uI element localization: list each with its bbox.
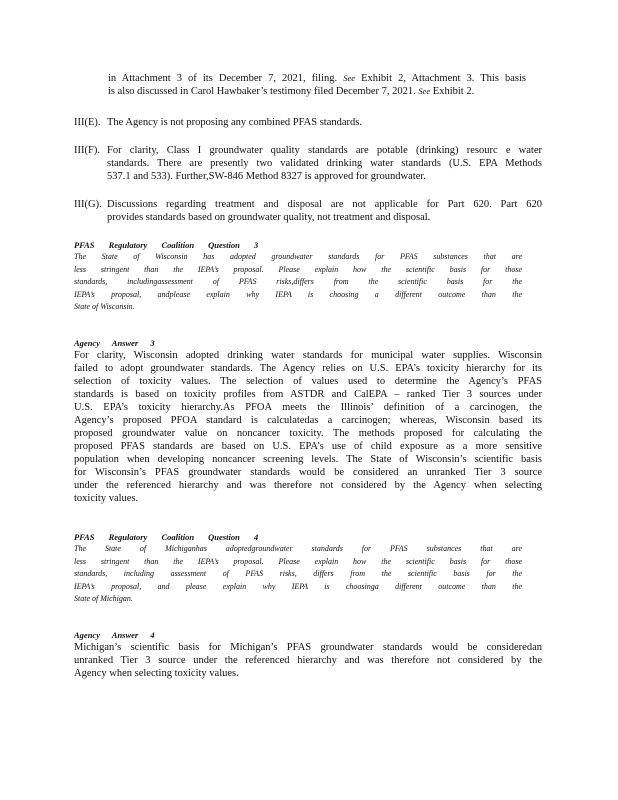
answer-line: proposed groundwater value on noncancer toxicity. The methods proposed for calculating the: [74, 428, 542, 439]
item-line: standards. There are presently two validated drinking water standards (U.S. EPA Methods: [107, 158, 542, 169]
answer-line: Agency’s proposed PFOA standard is calculatedas a carcinogen; whereas, Wisconsin based its: [74, 415, 542, 426]
question-line: less stringent than the IEPA’s proposal. Please explain how the scientific basis for those: [74, 556, 522, 566]
question-line: standards, includingassessment of PFAS risks,differs from the scientific basis for the: [74, 277, 522, 286]
question-line: less stringent than the IEPA’s proposal. Please explain how the scientific basis for those: [74, 264, 522, 274]
answer-line: for Wisconsin’s PFAS groundwater standards would be considered an unranked Tier 3 source: [74, 467, 542, 478]
question-line: State of Wisconsin.: [74, 302, 135, 311]
answer-line: under the referenced hierarchy and was therefore not considered by the Agency when selecting: [74, 480, 542, 491]
answer-3: [74, 338, 542, 505]
answer-line: failed to adopt groundwater standards. The Agency relies on U.S. EPA’s toxicity hierarchy for its: [74, 363, 542, 374]
item-line: The Agency is not proposing any combined PFAS standards.: [107, 117, 362, 128]
item-line: For clarity, Class I groundwater quality standards are potable (drinking) resourc e water: [107, 145, 542, 156]
question-line: State of Michigan.: [74, 594, 133, 603]
item-label: III(F).: [74, 145, 100, 156]
item-label: III(G).: [74, 199, 102, 210]
item-line: 537.1 and 533). Further,SW-846 Method 8327 is approved for groundwater.: [107, 171, 426, 182]
intro-paragraph: [108, 72, 526, 98]
answer-line: proposed PFAS standards are based on U.S. EPA’s use of child exposure as a more sensitive: [74, 441, 542, 452]
answer-line: toxicity values.: [74, 493, 139, 504]
question-line: IEPA’s proposal, and please explain why IEPA is choosinga different outcome than the: [74, 581, 522, 591]
question-line: IEPA’s proposal, andplease explain why IEPA is choosing a different outcome than the: [74, 289, 522, 299]
intro-line-1: in Attachment 3 of its December 7, 2021, filing. See Exhibit 2, Attachment 3. This basis: [108, 73, 527, 84]
item-line: provides standards based on groundwater quality, not treatment and disposal.: [107, 212, 431, 223]
answer-line: U.S. EPA’s toxicity hierarchy.As PFOA meets the Illinois’ definition of a carcinogen, the: [74, 402, 542, 413]
question-3-header: PFAS Regulatory Coalition Question 3: [74, 240, 259, 250]
answer-line: unranked Tier 3 source under the referenced hierarchy and was therefore not considered by the: [74, 655, 542, 666]
question-line: standards, including assessment of PFAS risks, differs from the scientific basis for the: [74, 569, 522, 578]
question-3: [74, 240, 522, 314]
intro-line-2: is also discussed in Carol Hawbaker’s testimony filed December 7, 2021. See Exhibit 2.: [108, 86, 475, 97]
question-line: The State of Wisconsin has adopted groundwater standards for PFAS substances that are: [74, 252, 522, 261]
question-line: The State of Michiganhas adoptedgroundwater standards for PFAS substances that are: [74, 544, 522, 553]
question-4-header: PFAS Regulatory Coalition Question 4: [74, 532, 259, 542]
answer-line: Michigan’s scientific basis for Michigan’s PFAS groundwater standards would be consideredan: [74, 642, 542, 653]
item-label: III(E).: [74, 117, 101, 128]
answer-4: [74, 630, 542, 680]
item-iii-e: [74, 116, 427, 129]
answer-line: standards is based on toxicity profiles from ASTDR and CalEPA – ranked Tier 3 sources under: [74, 389, 542, 400]
answer-line: For clarity, Wisconsin adopted drinking water standards for municipal water supplies. Wisconsin: [74, 350, 542, 361]
answer-4-header: Agency Answer 4: [74, 630, 155, 640]
item-line: Discussions regarding treatment and disposal are not applicable for Part 620. Part 620: [107, 199, 542, 210]
item-iii-f: [74, 144, 542, 183]
answer-line: population when developing noncancer screening levels. The State of Wisconsin’s scientific basis: [74, 454, 542, 465]
answer-line: Agency when selecting toxicity values.: [74, 668, 239, 679]
answer-line: selection of toxicity values. The selection of values used to determine the Agency’s PFAS: [74, 376, 542, 387]
question-4: [74, 532, 522, 606]
item-iii-g: [74, 198, 542, 224]
answer-3-header: Agency Answer 3: [74, 338, 155, 348]
